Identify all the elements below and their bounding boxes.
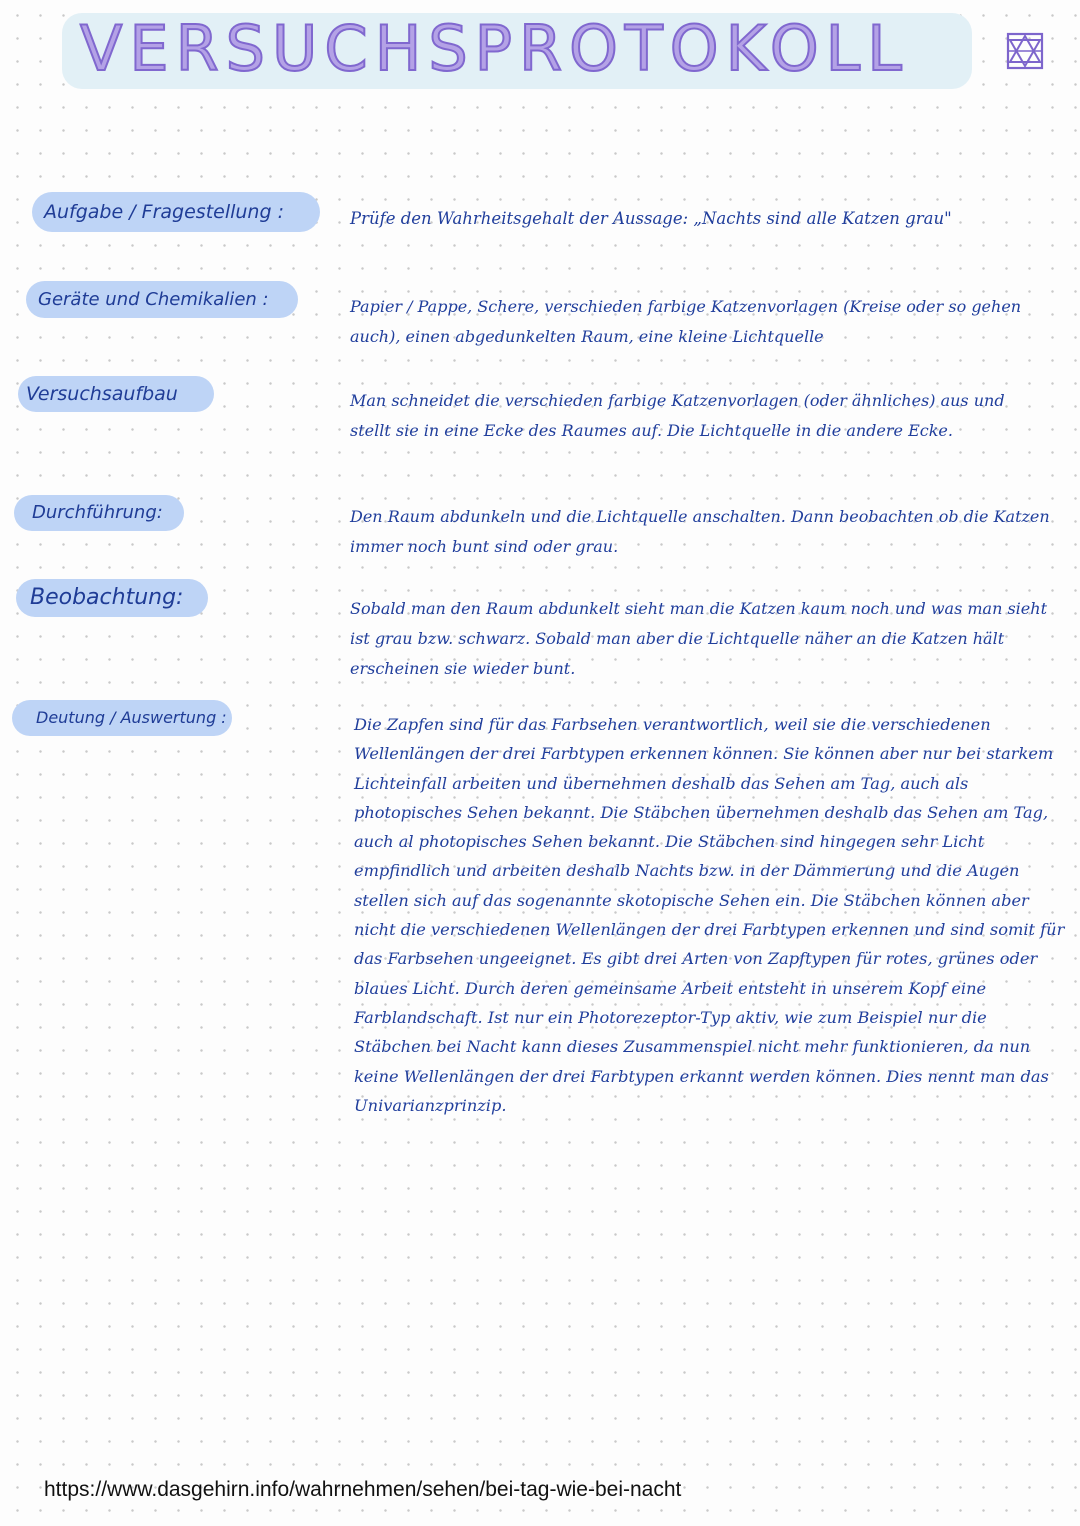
hexagram-box-icon: [1006, 32, 1044, 70]
section-label-beobachtung: Beobachtung:: [16, 579, 208, 617]
section-label-aufgabe: Aufgabe / Fragestellung :: [32, 192, 320, 232]
section-text-deutung: Die Zapfen sind für das Farbsehen verantwortlich, weil sie die verschiedenen Wellenlängen der drei Farbtypen erkennen können. Sie können aber nur bei starkem Lichteinfall arbeiten und übernehmen deshalb das Sehen am Tag, auch als photopisches Sehen bekannt. Die Stäbchen übernehmen deshalb das Sehen am Tag, auch al photopisches Sehen bekannt. Die Stäbchen sind hingegen sehr Licht empfindlich und arbeiten deshalb Nachts bzw. in der Dämmerung und die Augen stellen sich auf das sogenannte skotopische Sehen ein. Die Stäbchen können aber nicht die verschiedenen Wellenlängen der drei Farbtypen erkennen und sind somit für das Farbsehen ungeeignet. Es gibt drei Arten von Zapftypen für rotes, grünes oder blaues Licht. Durch deren gemeinsame Arbeit entsteht in unserem Kopf eine Farblandschaft. Ist nur ein Photorezeptor-Typ aktiv, wie zum Beispiel nur die Stäbchen bei Nacht kann dieses Zusammenspiel nicht mehr funktionieren, da nun keine Wellenlängen der drei Farbtypen erkannt werden können. Dies nennt man das Univarianzprinzip.: [354, 715, 1065, 1115]
section-label-deutung: Deutung / Auswertung :: [12, 700, 232, 736]
section-text-geraete: Papier / Pappe, Schere, verschieden farbige Katzenvorlagen (Kreise oder so gehen auch), einen abgedunkelten Raum, eine kleine Lichtquelle: [350, 297, 1022, 346]
page-title: VERSUCHSPROTOKOLL: [80, 12, 909, 85]
section-text-beobachtung: Sobald man den Raum abdunkelt sieht man die Katzen kaum noch und was man sieht ist grau bzw. schwarz. Sobald man aber die Lichtquelle näher an die Katzen hält erscheinen sie wieder bunt.: [350, 599, 1047, 678]
section-text-aufgabe: Prüfe den Wahrheitsgehalt der Aussage: „Nachts sind alle Katzen grau": [350, 209, 952, 228]
source-url: https://www.dasgehirn.info/wahrnehmen/sehen/bei-tag-wie-bei-nacht: [44, 1478, 682, 1501]
section-label-durchfuehrung: Durchführung:: [14, 495, 184, 531]
section-label-versuchsaufbau: Versuchsaufbau: [18, 376, 214, 412]
section-text-durchfuehrung: Den Raum abdunkeln und die Lichtquelle anschalten. Dann beobachten ob die Katzen immer noch bunt sind oder grau.: [350, 507, 1050, 556]
section-label-geraete: Geräte und Chemikalien :: [26, 281, 298, 318]
section-text-versuchsaufbau: Man schneidet die verschieden farbige Katzenvorlagen (oder ähnliches) aus und stellt sie in eine Ecke des Raumes auf. Die Lichtquelle in die andere Ecke.: [350, 391, 1005, 440]
